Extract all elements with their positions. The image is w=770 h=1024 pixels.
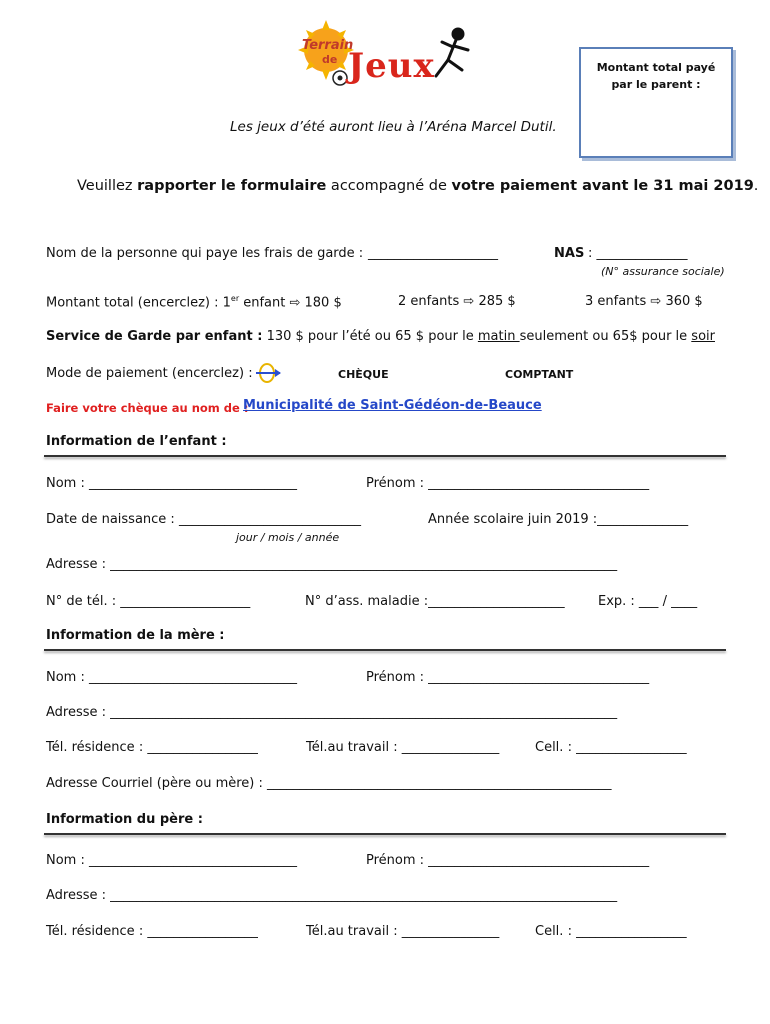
child-birthdate-field[interactable]: Date de naissance : ____________________________ [46,512,361,527]
payer-label: Nom de la personne qui paye les frais de garde : [46,246,364,261]
father-section-divider [44,833,726,835]
child-phone-field[interactable]: N° de tél. : ____________________ [46,594,251,609]
father-first-name-field[interactable]: Prénom : __________________________________ [366,853,650,868]
cursor-arrow-icon [254,362,284,388]
nas-label: NAS [554,246,585,261]
logo-word-de: de [322,53,338,66]
cheque-payee-label: Faire votre chèque au nom de : [46,401,249,415]
payment-mode-label: Mode de paiement (encerclez) : [46,366,253,381]
payer-name-field[interactable]: ____________________ [368,246,498,261]
father-home-phone-field[interactable]: Tél. résidence : _________________ [46,924,258,939]
service-line [46,329,715,344]
nas-field[interactable]: : ______________ [588,246,688,261]
instruction-deadline: votre paiement avant le 31 mai 2019 [451,178,754,194]
father-section-title: Information du père : [46,812,203,827]
instruction-part-1: Veuillez [77,178,138,194]
child-section-title: Information de l’enfant : [46,434,227,449]
child-section-divider [44,455,726,457]
amount-option-3[interactable]: 3 enfants ⇨ 360 $ [585,294,703,309]
payment-cash-option[interactable]: COMPTANT [505,368,574,381]
father-work-phone-field[interactable]: Tél.au travail : _______________ [306,924,500,939]
mother-home-phone-field[interactable]: Tél. résidence : _________________ [46,740,258,755]
terrain-de-jeux-logo [296,20,476,92]
cheque-payee-link[interactable]: Municipalité de Saint-Gédéon-de-Beauce [243,398,542,413]
father-address-field[interactable]: Adresse : ______________________________________________________________________________ [46,888,618,903]
service-text-1: 130 $ pour l’été ou 65 $ pour le [262,329,478,344]
parent-email-field[interactable]: Adresse Courriel (père ou mère) : _____________________________________________________ [46,776,612,791]
logo-word-terrain: Terrain [302,38,354,53]
nas-note: (N° assurance sociale) [601,265,725,278]
amount-option-1[interactable] [46,294,342,310]
child-first-name-field[interactable]: Prénom : __________________________________ [366,476,650,491]
instruction-line [77,178,758,194]
amount-sup: er [230,294,240,303]
instruction-part-3: accompagné de [326,178,452,194]
mother-section-divider [44,649,726,651]
mother-last-name-field[interactable]: Nom : ________________________________ [46,670,297,685]
mother-work-phone-field[interactable]: Tél.au travail : _______________ [306,740,500,755]
birthdate-format-hint: jour / mois / année [236,531,340,544]
child-health-number-field[interactable]: N° d’ass. maladie :_____________________ [305,594,565,609]
child-school-year-field[interactable]: Année scolaire juin 2019 :______________ [428,512,689,527]
mother-first-name-field[interactable]: Prénom : __________________________________ [366,670,650,685]
payment-cheque-option[interactable]: CHÈQUE [338,368,389,381]
amount-option-1-text: enfant ⇨ 180 $ [239,295,342,311]
service-text-2: seulement ou 65$ pour le [519,329,692,344]
mother-section-title: Information de la mère : [46,628,225,643]
child-health-exp-field[interactable]: Exp. : ___ / ____ [598,594,698,609]
amount-option-2[interactable]: 2 enfants ⇨ 285 $ [398,294,516,309]
child-last-name-field[interactable]: Nom : ________________________________ [46,476,297,491]
mother-cell-field[interactable]: Cell. : _________________ [535,740,687,755]
instruction-part-5: . [753,178,759,194]
amount-paid-label: Montant total payé par le parent : [596,61,716,91]
location-notice: Les jeux d’été auront lieu à l’Aréna Marcel Dutil. [230,119,557,135]
service-matin: matin [477,329,520,344]
instruction-return-form: rapporter le formulaire [137,178,327,194]
service-label: Service de Garde par enfant : [46,329,263,344]
mother-address-field[interactable]: Adresse : ______________________________________________________________________________ [46,705,618,720]
father-last-name-field[interactable]: Nom : ________________________________ [46,853,297,868]
father-cell-field[interactable]: Cell. : _________________ [535,924,687,939]
child-address-field[interactable]: Adresse : ______________________________________________________________________________ [46,557,618,572]
amount-label: Montant total (encerclez) : 1 [46,295,231,311]
amount-paid-box [579,47,733,158]
service-soir: soir [691,329,715,344]
logo-word-jeux: Jeux [348,46,435,86]
